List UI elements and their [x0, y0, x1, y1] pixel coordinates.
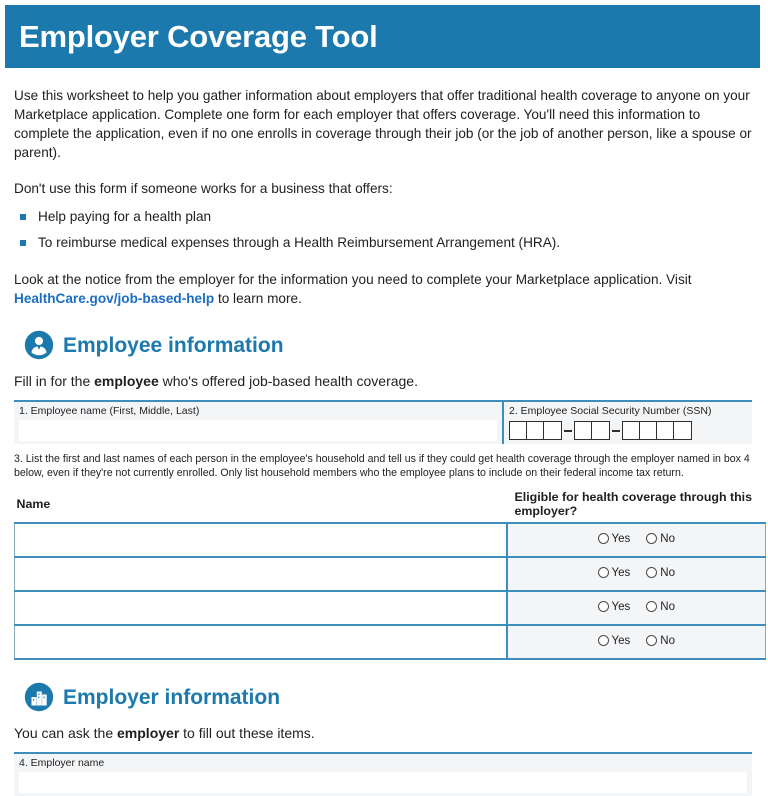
- ssn-dash-icon: [564, 430, 572, 432]
- ssn-cell[interactable]: [623, 422, 640, 439]
- subtitle-bold: employee: [94, 373, 159, 389]
- exclusion-bullet-list: [14, 207, 752, 252]
- ssn-dash-icon: [612, 430, 620, 432]
- person-in-circle-icon: [24, 330, 54, 360]
- eligibility-radio-group[interactable]: [598, 533, 675, 545]
- list-item: [18, 207, 752, 226]
- eligibility-cell[interactable]: [507, 557, 766, 591]
- household-name-input[interactable]: [15, 625, 507, 659]
- healthcare-gov-link[interactable]: HealthCare.gov/job-based-help: [14, 291, 215, 306]
- intro-paragraph-2: Don't use this form if someone works for a business that offers:: [14, 181, 393, 196]
- radio-label-no: No: [660, 600, 675, 613]
- employee-information-heading: [24, 330, 752, 360]
- employee-ssn-label: 2. Employee Social Security Number (SSN): [509, 405, 712, 417]
- eligibility-radio-group[interactable]: [598, 601, 675, 613]
- household-name-input[interactable]: [15, 557, 507, 591]
- household-members-table: [14, 490, 766, 660]
- page-title: Employer Coverage Tool: [19, 19, 378, 54]
- building-in-circle-icon: [24, 682, 54, 712]
- ssn-cell[interactable]: [657, 422, 674, 439]
- eligibility-radio-group[interactable]: [598, 567, 675, 579]
- radio-circle-icon[interactable]: [598, 635, 609, 646]
- radio-option-yes[interactable]: [598, 567, 631, 579]
- intro-paragraph-1: Use this worksheet to help you gather information about employers that offer traditional health coverage to anyone on your Marketplace application. Complete one form for each employer that offers coverage. You'll need this information to complete the application, even if no one enrolls in coverage through their job (or the job of another person, like a spouse or parent).: [14, 88, 752, 160]
- table-row: [15, 557, 766, 591]
- list-item-label: Help paying for a health plan: [38, 209, 212, 224]
- ssn-cell[interactable]: [527, 422, 544, 439]
- square-bullet-icon: [20, 214, 26, 220]
- ssn-serial-group[interactable]: [622, 421, 692, 440]
- employer-name-field-row: [14, 752, 752, 796]
- employer-information-heading: [24, 682, 752, 712]
- column-header-name: Name: [15, 490, 507, 523]
- household-instruction: 3. List the first and last names of each person in the employee's household and tell us if they could get health coverage through the employer named in box 4 below, even if they're not currently enrolled. Only list household members who the employee plans to include on their federal income tax return.: [14, 453, 750, 479]
- subtitle-suffix: who's offered job-based health coverage.: [158, 373, 418, 389]
- ssn-cell[interactable]: [510, 422, 527, 439]
- subtitle-suffix: to fill out these items.: [179, 725, 315, 741]
- document-content: [0, 86, 768, 796]
- radio-option-no[interactable]: [646, 567, 675, 579]
- employer-name-label: 4. Employer name: [19, 757, 105, 769]
- radio-label-yes: Yes: [611, 532, 631, 545]
- eligibility-cell[interactable]: [507, 591, 766, 625]
- employer-section-subtitle: [14, 724, 752, 743]
- eligibility-cell[interactable]: [507, 625, 766, 659]
- column-header-eligible: Eligible for health coverage through this employer?: [507, 490, 766, 523]
- radio-option-yes[interactable]: [598, 601, 631, 613]
- eligibility-radio-group[interactable]: [598, 635, 675, 647]
- employee-name-field[interactable]: [14, 402, 504, 444]
- table-body: [15, 523, 766, 659]
- radio-option-no[interactable]: [646, 533, 675, 545]
- ssn-cell[interactable]: [592, 422, 609, 439]
- employee-identity-field-row: [14, 400, 752, 444]
- radio-option-yes[interactable]: [598, 533, 631, 545]
- employee-ssn-field[interactable]: [504, 402, 752, 444]
- subtitle-prefix: You can ask the: [14, 725, 118, 741]
- notice-paragraph: [14, 270, 752, 308]
- radio-label-no: No: [660, 566, 675, 579]
- ssn-cell[interactable]: [544, 422, 561, 439]
- subtitle-bold: employer: [117, 725, 180, 741]
- list-item: [18, 233, 752, 252]
- radio-circle-icon[interactable]: [598, 601, 609, 612]
- ssn-area-group[interactable]: [509, 421, 562, 440]
- table-header-row: [15, 490, 766, 523]
- ssn-cell[interactable]: [674, 422, 691, 439]
- household-name-input[interactable]: [15, 591, 507, 625]
- section-title-employee: Employee information: [63, 333, 284, 357]
- section-title-employer: Employer information: [63, 685, 281, 709]
- employee-name-label: 1. Employee name (First, Middle, Last): [19, 405, 200, 417]
- radio-circle-icon[interactable]: [598, 567, 609, 578]
- eligibility-cell[interactable]: [507, 523, 766, 557]
- radio-option-no[interactable]: [646, 601, 675, 613]
- employer-name-input[interactable]: [19, 772, 747, 793]
- table-row: [15, 625, 766, 659]
- list-item-label: To reimburse medical expenses through a Health Reimbursement Arrangement (HRA).: [38, 235, 561, 250]
- ssn-group-group[interactable]: [574, 421, 610, 440]
- radio-circle-icon[interactable]: [646, 567, 657, 578]
- square-bullet-icon: [20, 240, 26, 246]
- radio-circle-icon[interactable]: [646, 533, 657, 544]
- notice-suffix: to learn more.: [214, 291, 302, 306]
- document-page: [0, 5, 768, 769]
- household-name-input[interactable]: [15, 523, 507, 557]
- radio-circle-icon[interactable]: [646, 601, 657, 612]
- table-row: [15, 523, 766, 557]
- radio-label-no: No: [660, 532, 675, 545]
- notice-prefix: Look at the notice from the employer for the information you need to complete your Marketplace application. Visit: [14, 272, 692, 287]
- radio-label-yes: Yes: [611, 566, 631, 579]
- employee-name-input[interactable]: [19, 420, 497, 441]
- radio-circle-icon[interactable]: [646, 635, 657, 646]
- employer-name-field[interactable]: [14, 754, 752, 796]
- radio-circle-icon[interactable]: [598, 533, 609, 544]
- radio-label-yes: Yes: [611, 600, 631, 613]
- page-banner: [5, 5, 760, 68]
- radio-option-yes[interactable]: [598, 635, 631, 647]
- table-row: [15, 591, 766, 625]
- radio-option-no[interactable]: [646, 635, 675, 647]
- ssn-cell[interactable]: [640, 422, 657, 439]
- ssn-cell[interactable]: [575, 422, 592, 439]
- ssn-input-group[interactable]: [509, 421, 752, 440]
- employee-section-subtitle: [14, 372, 752, 391]
- subtitle-prefix: Fill in for the: [14, 373, 95, 389]
- radio-label-yes: Yes: [611, 634, 631, 647]
- radio-label-no: No: [660, 634, 675, 647]
